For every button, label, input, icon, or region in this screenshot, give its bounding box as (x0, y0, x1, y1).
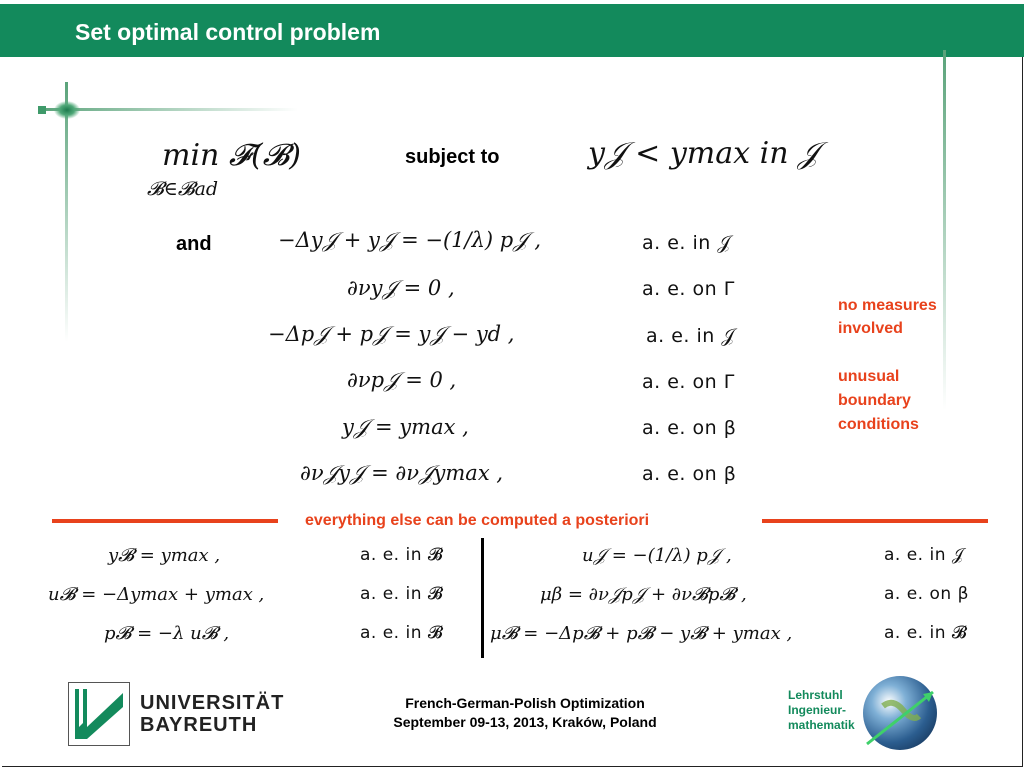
left-equation-3: p𝓑 = −λ u𝓑 , (104, 623, 230, 644)
university-logo (68, 682, 130, 746)
slide-frame (2, 57, 1023, 767)
left-equation-1-condition: a. e. in 𝓑 (360, 545, 444, 565)
conference-footer (340, 694, 710, 732)
equation-4-condition: a. e. on Γ (642, 371, 735, 393)
left-equation-1: y𝓑 = ymax , (108, 545, 221, 566)
subject-to-label: subject to (405, 146, 500, 168)
right-equation-1-condition: a. e. in 𝒥 (884, 545, 965, 565)
university-name-line1: UNIVERSITÄT (140, 692, 285, 714)
equation-5: y𝒥 = ymax , (342, 415, 469, 439)
decor-square (38, 106, 46, 114)
right-equation-1: u𝒥 = −(1/λ) p𝒥 , (582, 545, 732, 566)
page-title: Set optimal control problem (75, 19, 381, 45)
divider-right (762, 519, 988, 523)
right-equation-3: μ𝓑 = −Δp𝓑 + p𝓑 − y𝓑 + ymax , (490, 623, 793, 644)
university-name (140, 692, 284, 736)
decor-vertical-line (65, 82, 68, 342)
right-equation-2-condition: a. e. on β (884, 584, 969, 604)
equation-1: −Δy𝒥 + y𝒥 = −(1/λ) p𝒥 , (278, 228, 542, 252)
chair-name-line2: Ingenieur- (788, 703, 847, 717)
equation-2-condition: a. e. on Γ (642, 278, 735, 300)
university-name-line2: BAYREUTH (140, 714, 258, 736)
footer-line2: September 09-13, 2013, Kraków, Poland (393, 714, 657, 730)
footer-line1: French-German-Polish Optimization (405, 695, 645, 711)
chair-name (788, 688, 855, 733)
decor-vertical-line-right (943, 50, 946, 410)
globe-logo (863, 676, 937, 750)
note-unusual-2: boundary (838, 392, 911, 409)
equation-5-condition: a. e. on β (642, 417, 737, 439)
equation-6: ∂ν𝒥y𝒥 = ∂ν𝒥ymax , (300, 461, 504, 485)
globe-satellite-icon (863, 676, 937, 750)
chair-name-line3: mathematik (788, 718, 855, 732)
objective-formula: min 𝓕(𝓑) (162, 138, 301, 173)
left-equation-2-condition: a. e. in 𝓑 (360, 584, 444, 604)
equation-6-condition: a. e. on β (642, 463, 737, 485)
right-equation-3-condition: a. e. in 𝓑 (884, 623, 968, 643)
and-label: and (176, 233, 212, 255)
right-equation-2: μβ = ∂ν𝒥p𝒥 + ∂ν𝓑p𝓑 , (540, 584, 747, 605)
divider-left (52, 519, 278, 523)
university-logo-mark (69, 683, 129, 745)
note-no-measures-2: involved (838, 320, 903, 337)
note-no-measures-1: no measures (838, 297, 937, 314)
note-unusual-3: conditions (838, 416, 919, 433)
equation-4: ∂νp𝒥 = 0 , (347, 368, 457, 392)
objective-subscript: 𝓑∈𝓑ad (147, 178, 219, 200)
chair-name-line1: Lehrstuhl (788, 688, 843, 702)
note-unusual-1: unusual (838, 368, 900, 385)
state-constraint: y𝒥 < ymax in 𝒥 (588, 136, 819, 171)
title-bar (0, 4, 1024, 57)
decor-glow-dot (54, 101, 80, 119)
left-equation-2: u𝓑 = −Δymax + ymax , (48, 584, 265, 605)
left-equation-3-condition: a. e. in 𝓑 (360, 623, 444, 643)
equation-3-condition: a. e. in 𝒥 (646, 325, 735, 347)
block-separator (481, 538, 484, 658)
note-posteriori: everything else can be computed a posteriori (305, 512, 650, 529)
equation-3: −Δp𝒥 + p𝒥 = y𝒥 − yd , (268, 322, 515, 346)
equation-2: ∂νy𝒥 = 0 , (347, 276, 455, 300)
equation-1-condition: a. e. in 𝒥 (642, 232, 731, 254)
